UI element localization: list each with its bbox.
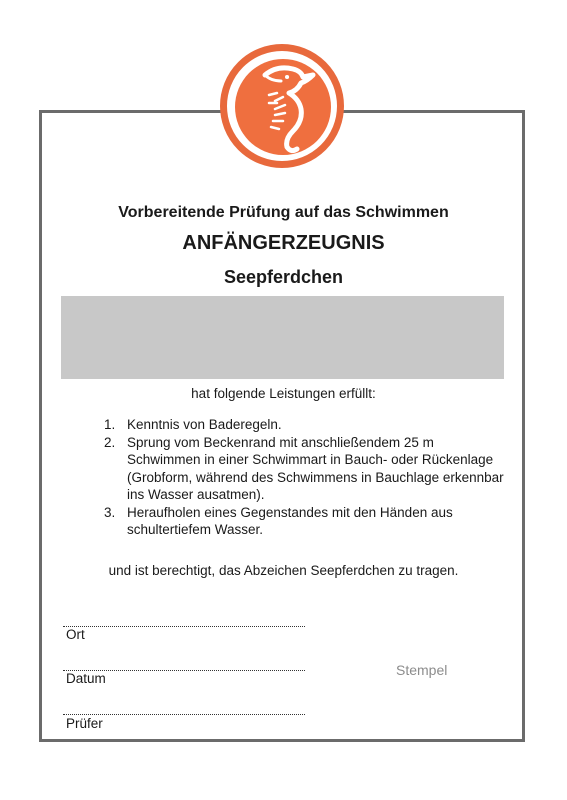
list-item-number: 2. [104,434,116,450]
requirements-list [104,416,504,539]
place-signature-line[interactable] [63,626,305,627]
list-item [104,416,504,434]
date-label: Datum [66,671,106,686]
recipient-name-field[interactable] [61,296,504,379]
list-item-number: 3. [104,504,116,520]
list-item [104,434,504,504]
list-item-number: 1. [104,417,116,432]
seahorse-logo [220,44,344,168]
list-item [104,504,504,539]
place-label: Ort [66,627,85,642]
list-item-text: Sprung vom Beckenrand mit anschließendem 25 m Schwimmen in einer Schwimmart in Bauch- oder Rückenlage (Grobform, während des Schwimmens in Bauchlage erkennbar ins Wasser ausatmen). [127,434,504,502]
list-item-text: Kenntnis von Baderegeln. [127,417,282,432]
certificate-closing: und ist berechtigt, das Abzeichen Seepferdchen zu tragen. [108,563,459,578]
stamp-area-label: Stempel [396,662,448,678]
list-item-text: Heraufholen eines Gegenstandes mit den Händen aus schultertiefem Wasser. [127,504,453,537]
certificate-title: ANFÄNGERZEUGNIS [182,232,385,254]
seahorse-icon [227,51,337,161]
examiner-signature-line[interactable] [63,714,305,715]
requirements-intro: hat folgende Leistungen erfüllt: [191,386,376,401]
certificate-pretitle: Vorbereitende Prüfung auf das Schwimmen [118,204,449,221]
examiner-label: Prüfer [66,716,103,731]
certificate-subtitle: Seepferdchen [223,267,344,287]
